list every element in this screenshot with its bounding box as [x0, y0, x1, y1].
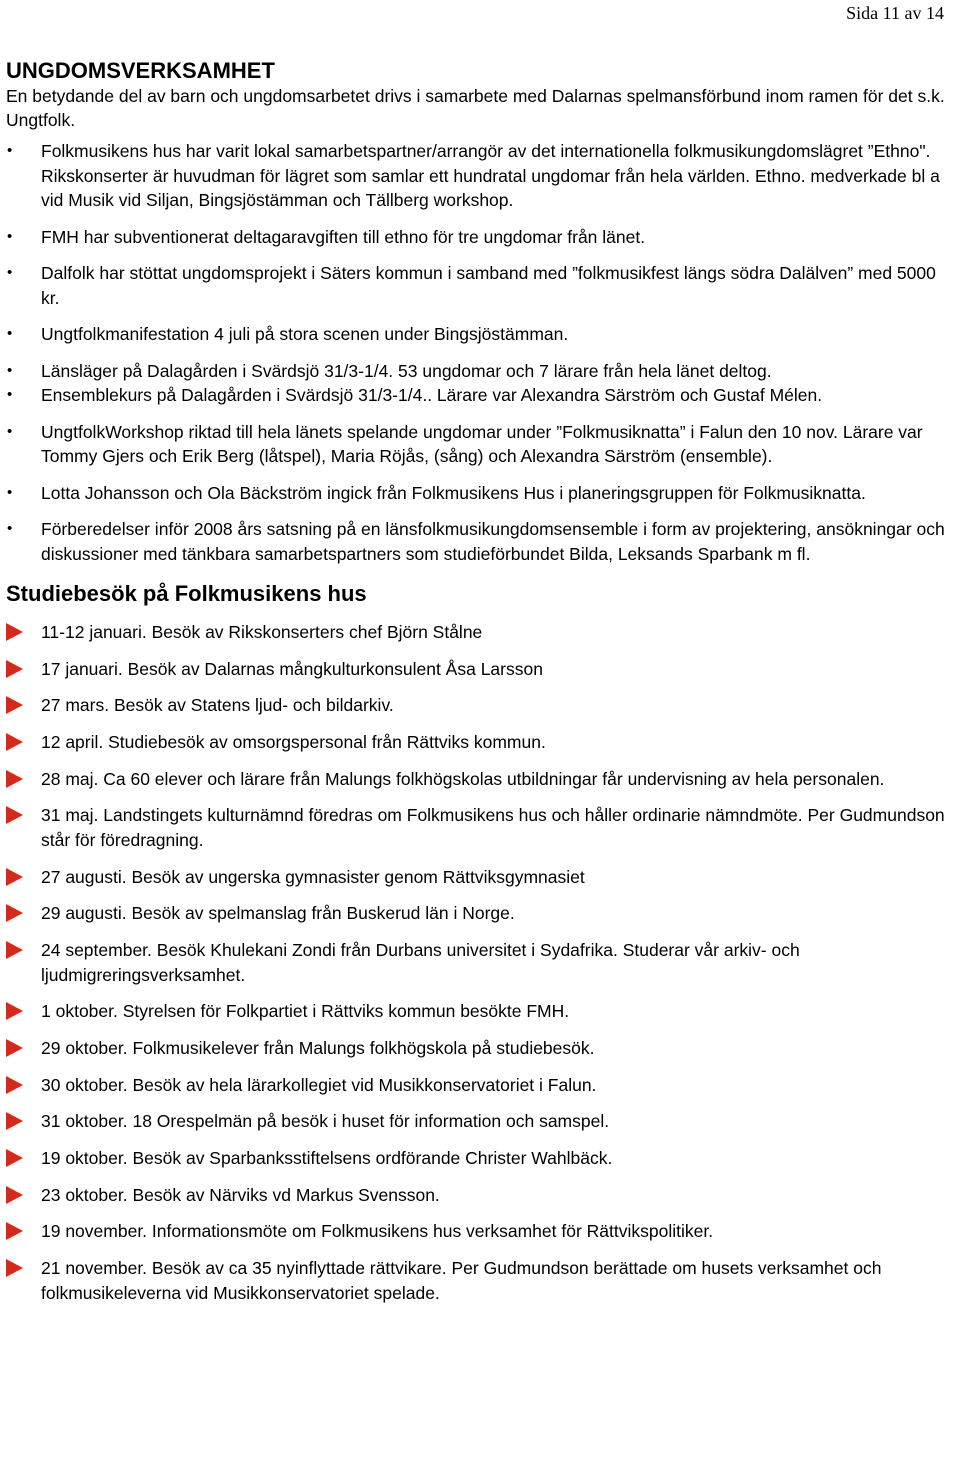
list-item-text: 30 oktober. Besök av hela lärarkollegiet vid Musikkonservatoriet i Falun. — [41, 1074, 597, 1095]
list-item-text: 31 maj. Landstingets kulturnämnd föredras om Folkmusikens hus och håller ordinarie nämndmöte. Per Gudmundson står för föredragning. — [41, 805, 945, 850]
bullet-icon: • — [7, 264, 13, 281]
list-item-text: 31 oktober. 18 Orespelmän på besök i huset för information och samspel. — [41, 1111, 610, 1132]
arrow-icon — [6, 1002, 23, 1020]
list-item-text: Dalfolk har stöttat ungdomsprojekt i Säters kommun i samband med ”folkmusikfest längs södra Dalälven” med 5000 kr. — [41, 263, 936, 308]
section-title-studiebesok: Studiebesök på Folkmusikens hus — [6, 581, 367, 606]
arrow-icon — [6, 1112, 23, 1130]
arrow-icon — [6, 696, 23, 714]
list-item — [6, 481, 956, 506]
list-item-text: 17 januari. Besök av Dalarnas mångkulturkonsulent Åsa Larsson — [41, 658, 543, 679]
list-item-text: Ensemblekurs på Dalagården i Svärdsjö 31/3-1/4.. Lärare var Alexandra Särström och Gustaf Mélen. — [41, 385, 823, 405]
list-item-text: 19 oktober. Besök av Sparbanksstiftelsens ordförande Christer Wahlbäck. — [41, 1147, 613, 1168]
list-item — [6, 657, 956, 682]
list-item-text: 28 maj. Ca 60 elever och lärare från Malungs folkhögskolas utbildningar får undervisning av hela personalen. — [41, 768, 885, 789]
list-item — [6, 1109, 956, 1134]
youth-activities-list — [6, 139, 956, 566]
list-item — [6, 865, 956, 890]
list-item — [6, 1146, 956, 1171]
list-item-text: Ungtfolkmanifestation 4 juli på stora scenen under Bingsjöstämman. — [41, 324, 569, 344]
list-item — [6, 693, 956, 718]
list-item-text: FMH har subventionerat deltagaravgiften till ethno för tre ungdomar från länet. — [41, 226, 646, 247]
arrow-icon — [6, 623, 23, 641]
list-item-text: 27 augusti. Besök av ungerska gymnasister genom Rättviksgymnasiet — [41, 866, 585, 887]
list-item-text: Folkmusikens hus har varit lokal samarbetspartner/arrangör av det internationella folkmusikungdomslägret ”Ethno". Rikskonserter är huvudman för lägret som samlar ett hundratal ungdomar från hela världen. Ethno. medverkade bl a vid Musik vid Siljan, Bingsjöstämman och Tällberg workshop. — [41, 141, 940, 210]
list-item — [6, 1036, 956, 1061]
list-item — [6, 517, 956, 566]
list-item — [6, 1256, 956, 1305]
document-body — [6, 58, 956, 1305]
list-item — [6, 1183, 956, 1208]
arrow-icon — [6, 806, 23, 824]
list-item-text: 12 april. Studiebesök av omsorgspersonal från Rättviks kommun. — [41, 732, 546, 753]
list-item-text: 24 september. Besök Khulekani Zondi från Durbans universitet i Sydafrika. Studerar vår arkiv- och ljudmigreringsverksamhet. — [41, 940, 800, 985]
list-item-text: 19 november. Informationsmöte om Folkmusikens hus verksamhet för Rättvikspolitiker. — [41, 1221, 714, 1242]
list-item — [6, 620, 956, 645]
bullet-icon: • — [7, 386, 13, 403]
bullet-icon: • — [7, 483, 13, 501]
list-item — [6, 1073, 956, 1098]
bullet-icon: • — [7, 520, 13, 537]
list-item — [6, 261, 956, 310]
arrow-icon — [6, 733, 23, 751]
list-item — [6, 999, 956, 1024]
bullet-icon: • — [7, 361, 13, 379]
bullet-icon: • — [7, 142, 13, 159]
bullet-icon: • — [7, 325, 13, 342]
page-number: Sida 11 av 14 — [846, 3, 944, 23]
bullet-icon: • — [7, 422, 13, 440]
list-item — [6, 225, 956, 250]
list-item — [6, 803, 956, 852]
list-item-text: Länsläger på Dalagården i Svärdsjö 31/3-1/4. 53 ungdomar och 7 lärare från hela länet deltog. — [41, 360, 772, 381]
list-item — [6, 767, 956, 792]
bullet-icon: • — [7, 227, 13, 245]
list-item-text: UngtfolkWorkshop riktad till hela länets spelande ungdomar under ”Folkmusiknatta” i Falun den 10 nov. Lärare var Tommy Gjers och Erik Berg (låtspel), Maria Röjås, (sång) och Alexandra Särström (ensemble). — [41, 421, 923, 466]
list-item-text: 29 oktober. Folkmusikelever från Malungs folkhögskola på studiebesök. — [41, 1037, 595, 1058]
arrow-icon — [6, 868, 23, 886]
list-item — [6, 383, 956, 408]
section-title-ungdomsverksamhet: UNGDOMSVERKSAMHET — [6, 58, 275, 83]
study-visits-list — [6, 620, 956, 1305]
list-item-text: Lotta Johansson och Ola Bäckström ingick från Folkmusikens Hus i planeringsgruppen för Folkmusiknatta. — [41, 482, 866, 503]
list-item-text: 23 oktober. Besök av Närviks vd Markus Svensson. — [41, 1184, 440, 1205]
list-item — [6, 139, 956, 213]
list-item — [6, 938, 956, 987]
arrow-icon — [6, 1186, 23, 1204]
arrow-icon — [6, 1259, 23, 1277]
list-item-text: 11-12 januari. Besök av Rikskonserters chef Björn Stålne — [41, 622, 483, 642]
list-item-text: 27 mars. Besök av Statens ljud- och bildarkiv. — [41, 695, 394, 716]
list-item — [6, 322, 956, 347]
list-item-text: 21 november. Besök av ca 35 nyinflyttade rättvikare. Per Gudmundson berättade om husets verksamhet och folkmusikeleverna vid Musikkonservatoriet spelade. — [41, 1258, 882, 1303]
arrow-icon — [6, 1222, 23, 1240]
list-item — [6, 1219, 956, 1244]
section-intro: En betydande del av barn och ungdomsarbetet drivs i samarbete med Dalarnas spelmansförbund inom ramen för det s.k. Ungtfolk. — [6, 86, 945, 130]
list-item — [6, 901, 956, 926]
arrow-icon — [6, 1076, 23, 1094]
arrow-icon — [6, 660, 23, 678]
list-item-text: Förberedelser inför 2008 års satsning på en länsfolkmusikungdomsensemble i form av projektering, ansökningar och diskussioner med tänkbara samarbetspartners som studieförbundet Bilda, Leksands Sparbank m fl. — [41, 519, 945, 564]
arrow-icon — [6, 1039, 23, 1057]
arrow-icon — [6, 941, 23, 959]
list-item-text: 1 oktober. Styrelsen för Folkpartiet i Rättviks kommun besökte FMH. — [41, 1001, 570, 1022]
arrow-icon — [6, 770, 23, 788]
list-item — [6, 420, 956, 469]
list-item — [6, 359, 956, 384]
list-item-text: 29 augusti. Besök av spelmanslag från Buskerud län i Norge. — [41, 903, 515, 924]
arrow-icon — [6, 904, 23, 922]
arrow-icon — [6, 1149, 23, 1167]
list-item — [6, 730, 956, 755]
